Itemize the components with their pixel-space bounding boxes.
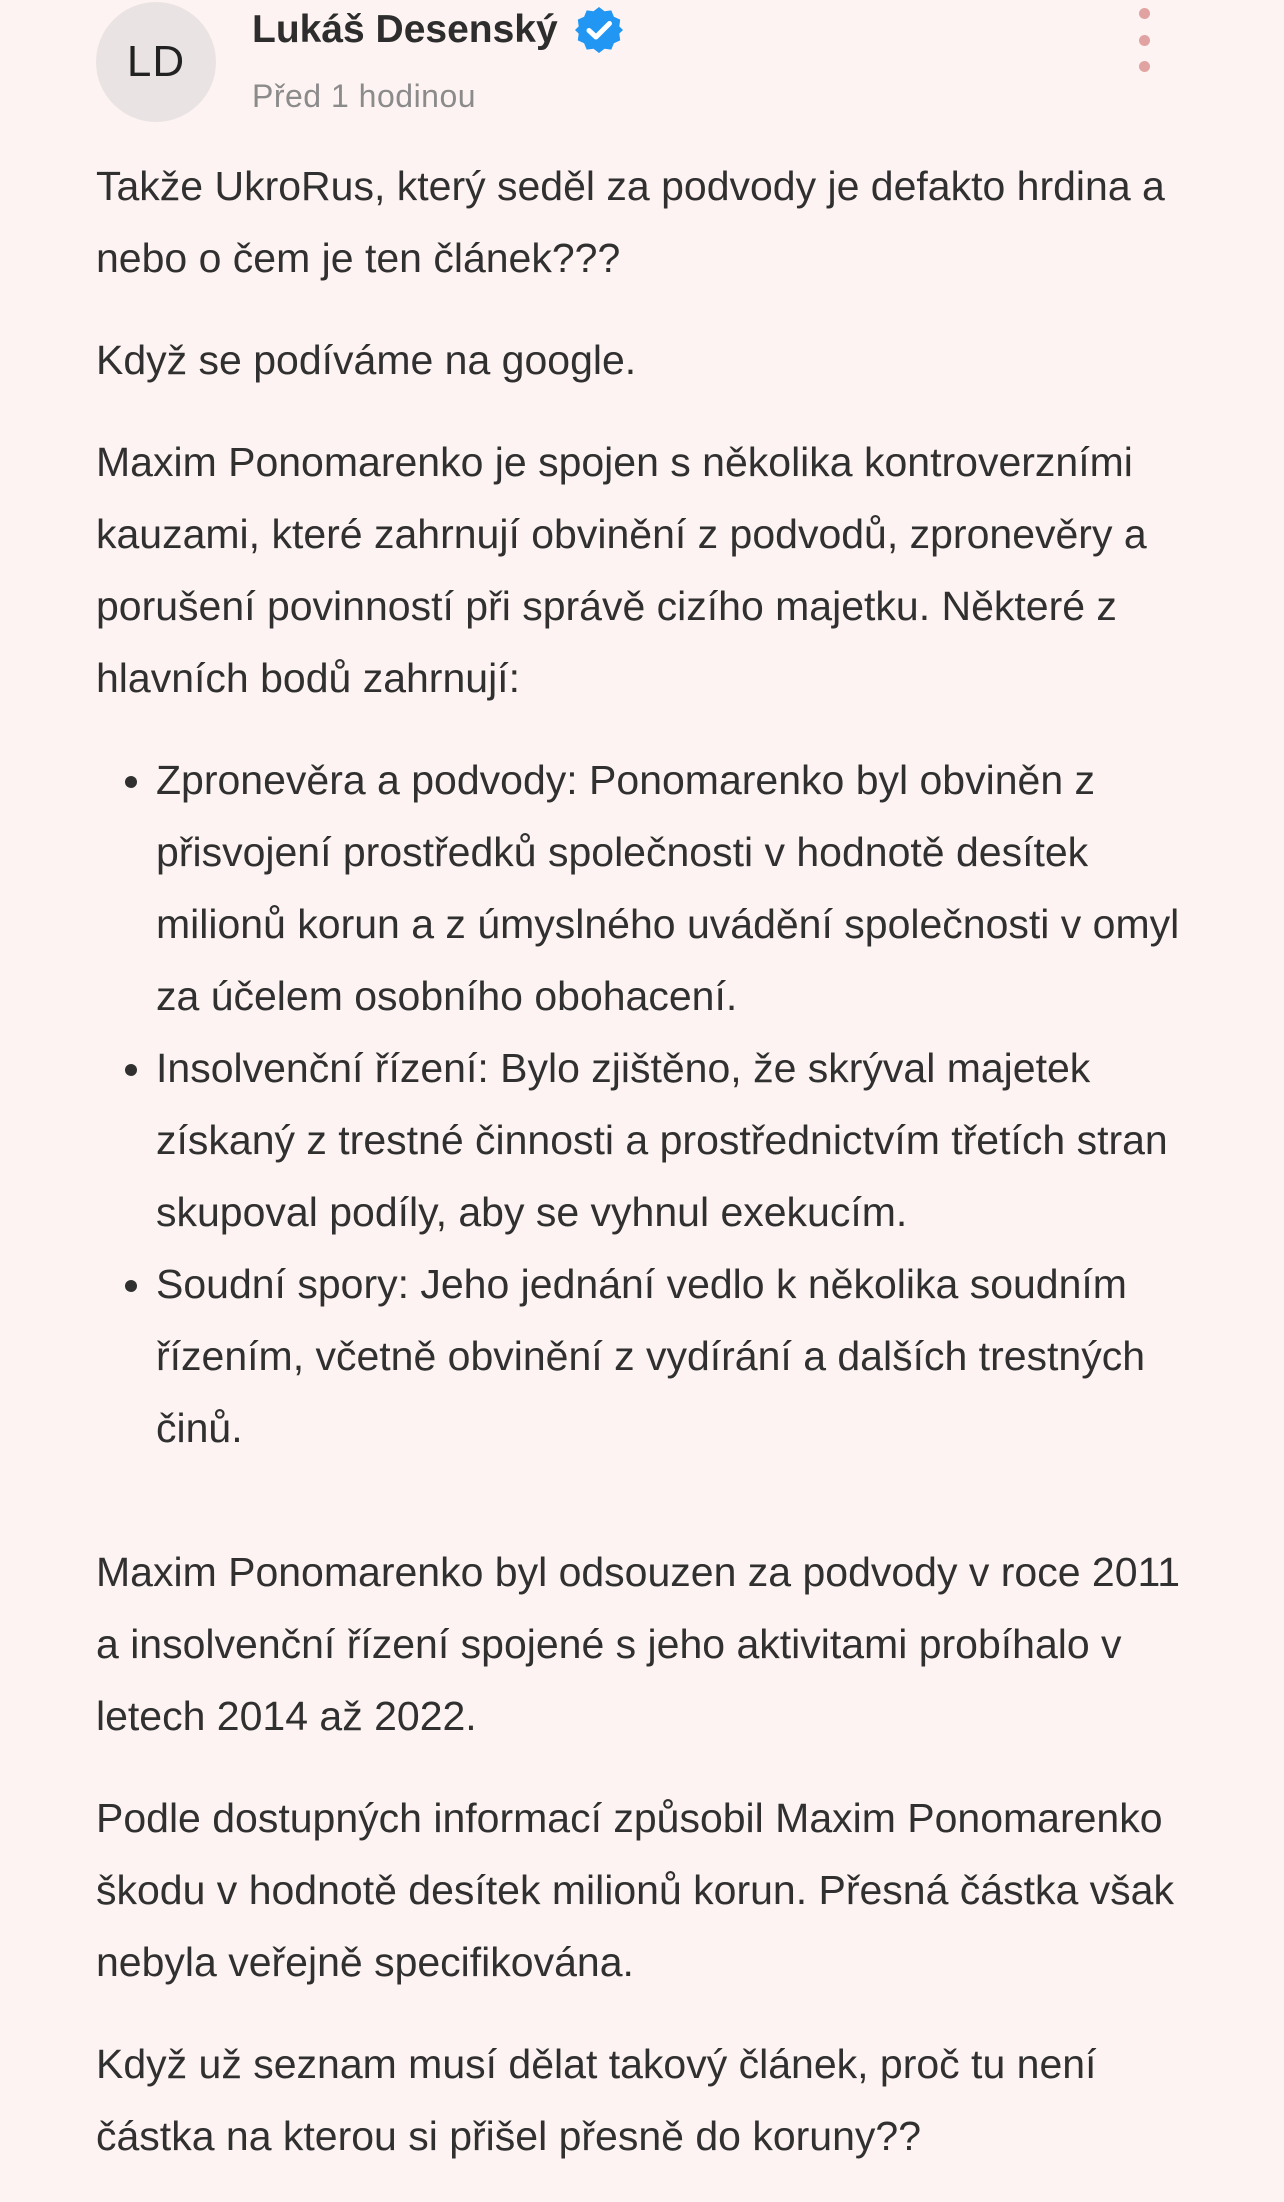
comment-paragraph: Takže UkroRus, který seděl za podvody je defakto hrdina a nebo o čem je ten článek??? xyxy=(96,163,1165,281)
more-dot-icon xyxy=(1139,8,1150,19)
comment-paragraph: Maxim Ponomarenko je spojen s několika kontroverzními kauzami, které zahrnují obvinění z podvodů, zpronevěry a porušení povinností při správě cizího majetku. Některé z hlavních bodů zahrnují: xyxy=(96,439,1147,701)
avatar-initials: LD xyxy=(126,37,186,86)
more-options-button[interactable] xyxy=(1124,8,1164,72)
author-name[interactable]: Lukáš Desenský xyxy=(252,8,558,51)
verified-badge-icon xyxy=(574,5,624,55)
bullet-item: • Insolvenční řízení: Bylo zjištěno, že skrýval majetek získaný z trestné činnosti a prostřednictvím třetích stran skupoval podíly, aby se vyhnul exekucím. xyxy=(156,1032,1206,1248)
bullet-item: • Zpronevěra a podvody: Ponomarenko byl obviněn z přisvojení prostředků společnosti v hodnotě desítek milionů korun a z úmyslného uvádění společnosti v omyl za účelem osobního obohacení. xyxy=(156,744,1206,1032)
paragraph-spacer xyxy=(96,1494,1206,1536)
more-dot-icon xyxy=(1139,61,1150,72)
more-dot-icon xyxy=(1139,35,1150,46)
bullet-list xyxy=(96,744,1206,1464)
comment-timestamp: Před 1 hodinou xyxy=(252,78,477,114)
comment-paragraph: Když už seznam musí dělat takový článek, proč tu není částka na kterou si přišel přesně do koruny?? xyxy=(96,2041,1097,2159)
comment-paragraph: Podle dostupných informací způsobil Maxim Ponomarenko škodu v hodnotě desítek milionů korun. Přesná částka však nebyla veřejně specifikována. xyxy=(96,1795,1174,1985)
comment-paragraph: Když se podíváme na google. xyxy=(96,337,637,383)
author-row xyxy=(252,2,624,58)
bullet-item: • Soudní spory: Jeho jednání vedlo k několika soudním řízením, včetně obvinění z vydírání a dalších trestných činů. xyxy=(156,1248,1206,1464)
avatar[interactable] xyxy=(96,2,216,122)
comment-paragraph: Maxim Ponomarenko byl odsouzen za podvody v roce 2011 a insolvenční řízení spojené s jeho aktivitami probíhalo v letech 2014 až 2022. xyxy=(96,1549,1181,1739)
comment-body xyxy=(96,150,1206,2202)
